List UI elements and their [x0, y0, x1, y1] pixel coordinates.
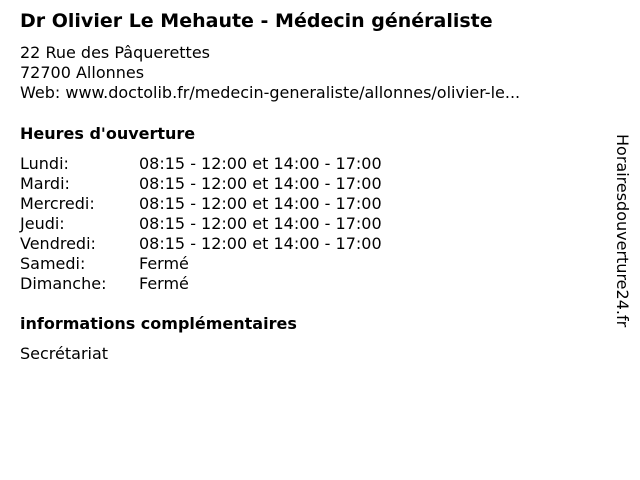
day-label: Mercredi: [20, 194, 95, 213]
day-label: Dimanche: [20, 274, 107, 293]
day-label: Vendredi: [20, 234, 96, 253]
day-hours: 08:15 - 12:00 et 14:00 - 17:00 [139, 154, 382, 173]
info-heading: informations complémentaires [20, 314, 297, 333]
day-label: Samedi: [20, 254, 86, 273]
address-block [20, 43, 520, 103]
day-hours: 08:15 - 12:00 et 14:00 - 17:00 [139, 234, 382, 253]
hours-heading: Heures d'ouverture [20, 124, 196, 143]
website-link[interactable]: Web: www.doctolib.fr/medecin-generaliste/allonnes/olivier-le... [20, 83, 521, 102]
day-label: Lundi: [20, 154, 69, 173]
day-hours: Fermé [139, 274, 189, 293]
day-hours: Fermé [139, 254, 189, 273]
day-hours: 08:15 - 12:00 et 14:00 - 17:00 [139, 194, 382, 213]
day-hours: 08:15 - 12:00 et 14:00 - 17:00 [139, 214, 382, 233]
day-label: Mardi: [20, 174, 70, 193]
info-text: Secrétariat [20, 344, 109, 363]
day-label: Jeudi: [20, 214, 65, 233]
page-title: Dr Olivier Le Mehaute - Médecin généraliste [20, 10, 493, 32]
day-hours: 08:15 - 12:00 et 14:00 - 17:00 [139, 174, 382, 193]
address-city: 72700 Allonnes [20, 63, 145, 82]
watermark: Horairesdouverture24.fr [613, 134, 632, 328]
address-street: 22 Rue des Pâquerettes [20, 43, 211, 62]
